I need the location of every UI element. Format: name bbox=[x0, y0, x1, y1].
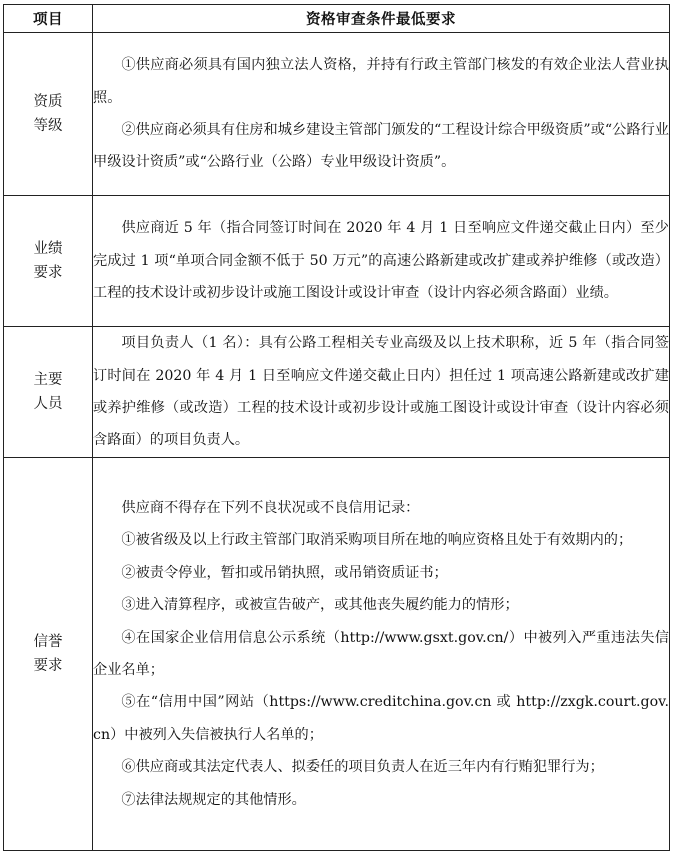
table-header-row bbox=[4, 5, 670, 33]
requirement-cell bbox=[93, 33, 670, 196]
qualification-table bbox=[3, 4, 670, 851]
category-label-line: 人员 bbox=[33, 396, 63, 412]
requirement-paragraph: 供应商不得存在下列不良状况或不良信用记录： bbox=[121, 499, 420, 516]
requirement-paragraph: ④在国家企业信用信息公示系统（http://www.gsxt.gov.cn/）中被列入严重违法失信企业名单； bbox=[93, 629, 669, 678]
requirement-paragraph: ②被责令停业，暂扣或吊销执照，或吊销资质证书； bbox=[121, 564, 448, 581]
header-item: 项目 bbox=[4, 5, 93, 33]
requirement-paragraph: ①被省级及以上行政主管部门取消采购项目所在地的响应资格且处于有效期内的； bbox=[121, 532, 633, 549]
requirement-paragraph: ③进入清算程序，或被宣告破产，或其他丧失履约能力的情形； bbox=[121, 597, 519, 614]
category-label-line: 信誉 bbox=[33, 634, 63, 650]
header-requirement: 资格审查条件最低要求 bbox=[93, 5, 670, 33]
table-row-key-personnel bbox=[4, 327, 670, 458]
category-label-line: 资质 bbox=[33, 94, 63, 110]
category-cell bbox=[4, 196, 93, 327]
category-label-line: 业绩 bbox=[33, 241, 63, 257]
table-row-qualification-level bbox=[4, 33, 670, 196]
table-row-credit bbox=[4, 458, 670, 851]
requirement-paragraph: ⑥供应商或其法定代表人、拟委任的项目负责人在近三年内有行贿犯罪行为； bbox=[121, 759, 604, 776]
table-row-performance bbox=[4, 196, 670, 327]
requirement-paragraph: 供应商近 5 年（指合同签订时间在 2020 年 4 月 1 日至响应文件递交截止日内）至少完成过 1 项“单项合同金额不低于 50 万元”的高速公路新建或改扩建或养护维修（或改造）工程的技术设计或初步设计或施工图设计或设计审查（设计内容必须含路面）业绩。 bbox=[93, 220, 669, 302]
category-label-line: 等级 bbox=[33, 118, 63, 134]
requirement-paragraph: ①供应商必须具有国内独立法人资格，并持有行政主管部门核发的有效企业法人营业执照。 bbox=[93, 57, 669, 106]
category-label-line: 主要 bbox=[33, 372, 63, 388]
requirement-cell bbox=[93, 196, 670, 327]
category-cell bbox=[4, 33, 93, 196]
requirement-cell bbox=[93, 327, 670, 458]
requirement-paragraph: ②供应商必须具有住房和城乡建设主管部门颁发的“工程设计综合甲级资质”或“公路行业甲级设计资质”或“公路行业（公路）专业甲级设计资质”。 bbox=[93, 122, 669, 171]
requirement-cell bbox=[93, 458, 670, 851]
category-cell bbox=[4, 327, 93, 458]
category-label-line: 要求 bbox=[33, 265, 63, 281]
category-cell bbox=[4, 458, 93, 851]
requirement-paragraph: 项目负责人（1 名）：具有公路工程相关专业高级及以上技术职称，近 5 年（指合同签订时间在 2020 年 4 月 1 日至响应文件递交截止日内）担任过 1 项高速公路新建或改扩建或养护维修（或改造）工程的技术设计或初步设计或施工图设计或设计审查（设计内容必须含路面）的项目负责人。 bbox=[93, 335, 669, 449]
category-label-line: 要求 bbox=[33, 658, 63, 674]
requirement-paragraph: ⑦法律法规规定的其他情形。 bbox=[121, 791, 306, 808]
requirement-paragraph: ⑤在“信用中国”网站（https://www.creditchina.gov.cn 或 http://zxgk.court.gov.cn）中被列入失信被执行人名单的； bbox=[93, 694, 669, 743]
